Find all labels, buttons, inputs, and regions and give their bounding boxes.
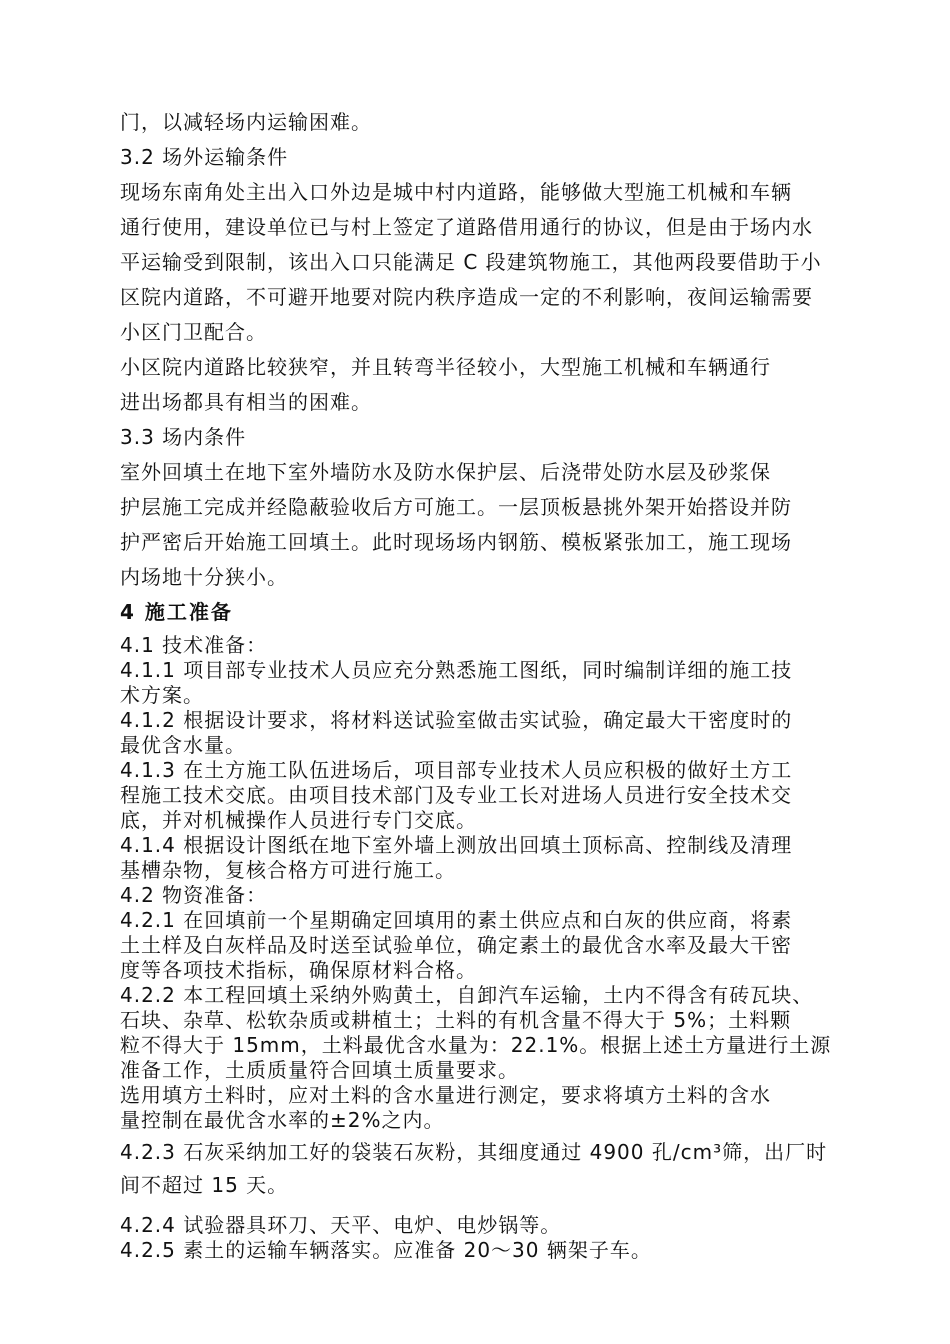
paragraph-line: 量控制在最优含水率的±2%之内。 <box>120 1108 445 1132</box>
paragraph-line: 选用填方土料时，应对土料的含水量进行测定，要求将填方土料的含水 <box>120 1083 771 1107</box>
paragraph-line: 门，以减轻场内运输困难。 <box>120 110 372 134</box>
paragraph-line: 最优含水量。 <box>120 733 246 757</box>
paragraph-line: 4.2.2 本工程回填土采纳外购黄土，自卸汽车运输，土内不得含有砖瓦块、 <box>120 983 814 1007</box>
paragraph-line: 度等各项技术指标，确保原材料合格。 <box>120 958 477 982</box>
section-heading: 3.3 场内条件 <box>120 425 247 449</box>
paragraph-line: 石块、杂草、松软杂质或耕植土；土料的有机含量不得大于 5%；土料颗 <box>120 1008 792 1032</box>
paragraph-line: 4.2.4 试验器具环刀、天平、电炉、电炒锅等。 <box>120 1213 562 1237</box>
paragraph-line: 程施工技术交底。由项目技术部门及专业工长对进场人员进行安全技术交 <box>120 783 792 807</box>
paragraph-line: 4.1.4 根据设计图纸在地下室外墙上测放出回填土顶标高、控制线及清理 <box>120 833 793 857</box>
paragraph-line: 护层施工完成并经隐蔽验收后方可施工。一层顶板悬挑外架开始搭设并防 <box>120 495 792 519</box>
paragraph-line: 区院内道路，不可避开地要对院内秩序造成一定的不利影响，夜间运输需要 <box>120 285 813 309</box>
paragraph-line: 室外回填土在地下室外墙防水及防水保护层、后浇带处防水层及砂浆保 <box>120 460 771 484</box>
paragraph-line: 现场东南角处主出入口外边是城中村内道路，能够做大型施工机械和车辆 <box>120 180 792 204</box>
paragraph-line: 底，并对机械操作人员进行专门交底。 <box>120 808 477 832</box>
section-heading: 3.2 场外运输条件 <box>120 145 289 169</box>
paragraph-line: 4.2.1 在回填前一个星期确定回填用的素土供应点和白灰的供应商，将素 <box>120 908 793 932</box>
paragraph-line: 平运输受到限制，该出入口只能满足 C 段建筑物施工，其他两段要借助于小 <box>120 250 822 274</box>
paragraph-line: 准备工作，土质质量符合回填土质量要求。 <box>120 1058 519 1082</box>
paragraph-line: 护严密后开始施工回填土。此时现场场内钢筋、模板紧张加工，施工现场 <box>120 530 792 554</box>
chapter-heading: 4 施工准备 <box>120 600 233 624</box>
paragraph-line: 术方案。 <box>120 683 204 707</box>
section-heading: 4.2 物资准备： <box>120 883 268 907</box>
paragraph-line: 4.1.3 在土方施工队伍进场后，项目部专业技术人员应积极的做好土方工 <box>120 758 793 782</box>
paragraph-line: 小区院内道路比较狭窄，并且转弯半径较小，大型施工机械和车辆通行 <box>120 355 771 379</box>
section-heading: 4.1 技术准备： <box>120 633 268 657</box>
paragraph-line: 间不超过 15 天。 <box>120 1173 289 1197</box>
paragraph-line: 4.2.5 素土的运输车辆落实。应准备 20～30 辆架子车。 <box>120 1238 652 1262</box>
paragraph-line: 土土样及白灰样品及时送至试验单位，确定素土的最优含水率及最大干密 <box>120 933 792 957</box>
paragraph-line: 基槽杂物，复核合格方可进行施工。 <box>120 858 456 882</box>
paragraph-line: 粒不得大于 15mm，土料最优含水量为：22.1%。根据上述土方量进行土源 <box>120 1033 832 1057</box>
paragraph-line: 小区门卫配合。 <box>120 320 267 344</box>
paragraph-line: 4.1.1 项目部专业技术人员应充分熟悉施工图纸，同时编制详细的施工技 <box>120 658 793 682</box>
paragraph-line: 内场地十分狭小。 <box>120 565 288 589</box>
paragraph-line: 4.1.2 根据设计要求，将材料送试验室做击实试验，确定最大干密度时的 <box>120 708 793 732</box>
paragraph-line: 进出场都具有相当的困难。 <box>120 390 372 414</box>
paragraph-line: 通行使用，建设单位已与村上签定了道路借用通行的协议，但是由于场内水 <box>120 215 813 239</box>
paragraph-line: 4.2.3 石灰采纳加工好的袋装石灰粉，其细度通过 4900 孔/cm³筛，出厂时 <box>120 1140 828 1164</box>
